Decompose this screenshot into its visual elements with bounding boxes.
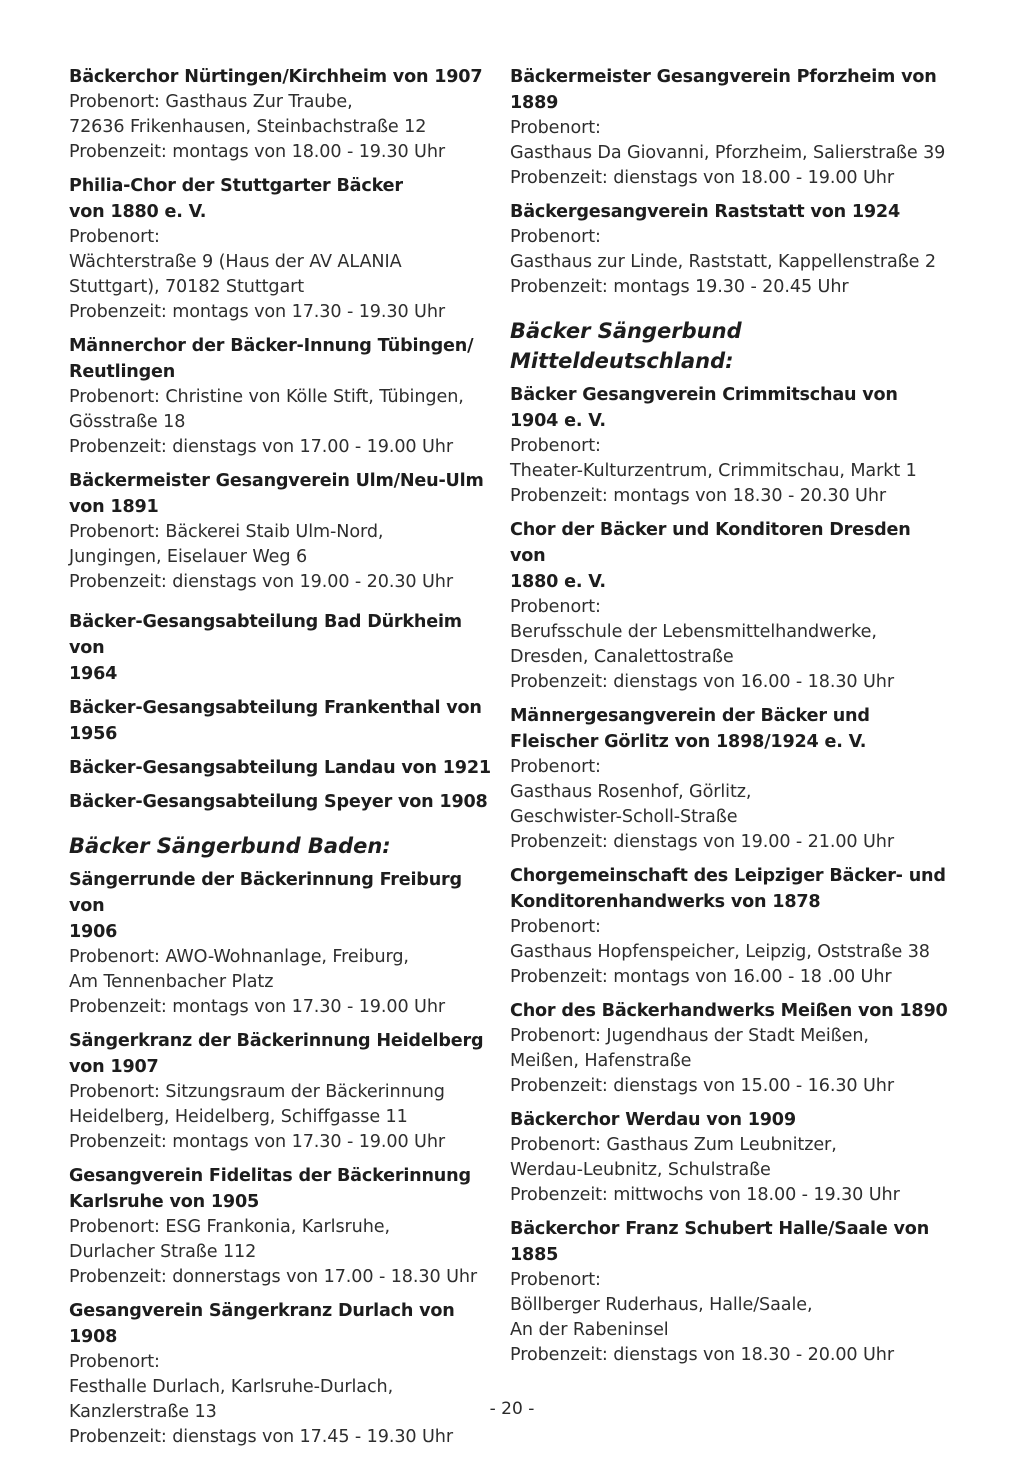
choir-title: Chorgemeinschaft des Leipziger Bäcker- und (510, 866, 946, 886)
choir-detail-line: Probenort: Gasthaus Zum Leubnitzer, (510, 1135, 837, 1155)
choir-entry (69, 695, 494, 747)
choir-title: Sängerrunde der Bäckerinnung Freiburg von (69, 870, 462, 916)
left-column (69, 64, 494, 1458)
choir-detail-line: Dresden, Canalettostraße (510, 647, 734, 667)
choir-entry (510, 1107, 950, 1208)
choir-title: Bäckerchor Werdau von 1909 (510, 1110, 796, 1130)
choir-detail-line: Probenzeit: montags von 17.30 - 19.00 Uhr (69, 1132, 446, 1152)
choir-detail-line: An der Rabeninsel (510, 1320, 669, 1340)
choir-entry (69, 755, 494, 781)
choir-title: Männerchor der Bäcker-Innung Tübingen/ (69, 336, 474, 356)
choir-detail-line: Probenzeit: montags 19.30 - 20.45 Uhr (510, 277, 849, 297)
choir-detail-line: Probenzeit: dienstags von 15.00 - 16.30 Uhr (510, 1076, 894, 1096)
choir-detail-line: Probenzeit: dienstags von 16.00 - 18.30 Uhr (510, 672, 894, 692)
choir-title: Philia-Chor der Stuttgarter Bäcker (69, 176, 403, 196)
choir-title: Fleischer Görlitz von 1898/1924 e. V. (510, 732, 867, 752)
choir-title: Gesangverein Fidelitas der Bäckerinnung (69, 1166, 471, 1186)
choir-detail-line: Werdau-Leubnitz, Schulstraße (510, 1160, 771, 1180)
section-heading: Bäcker Sängerbund Mitteldeutschland: (510, 319, 742, 373)
choir-entry (69, 1028, 494, 1155)
choir-detail-line: Böllberger Ruderhaus, Halle/Saale, (510, 1295, 813, 1315)
choir-detail-line: Durlacher Straße 112 (69, 1242, 257, 1262)
choir-entry (510, 1216, 950, 1368)
choir-detail-line: Probenort: Sitzungsraum der Bäckerinnung (69, 1082, 445, 1102)
choir-title: Bäcker Gesangverein Crimmitschau von (510, 385, 898, 405)
choir-entry (510, 863, 950, 990)
choir-detail-line: Probenzeit: montags von 18.30 - 20.30 Uhr (510, 486, 887, 506)
choir-detail-line: Probenzeit: mittwochs von 18.00 - 19.30 Uhr (510, 1185, 900, 1205)
choir-title: Bäckermeister Gesangverein Pforzheim von (510, 67, 937, 87)
choir-detail-line: Probenort: (69, 227, 160, 247)
choir-entry (69, 867, 494, 1020)
choir-detail-line: Kanzlerstraße 13 (69, 1402, 217, 1422)
choir-detail-line: Meißen, Hafenstraße (510, 1051, 692, 1071)
choir-detail-line: Probenort: Jugendhaus der Stadt Meißen, (510, 1026, 869, 1046)
choir-detail-line: Gasthaus zur Linde, Raststatt, Kappellenstraße 2 (510, 252, 936, 272)
section-heading: Bäcker Sängerbund Baden: (69, 834, 391, 858)
choir-detail-line: Gasthaus Da Giovanni, Pforzheim, Salierstraße 39 (510, 143, 946, 163)
choir-detail-line: Probenzeit: dienstags von 17.45 - 19.30 Uhr (69, 1427, 453, 1447)
choir-detail-line: Probenort: Gasthaus Zur Traube, (69, 92, 353, 112)
choir-title: Konditorenhandwerks von 1878 (510, 892, 821, 912)
choir-entry (510, 517, 950, 695)
choir-detail-line: Gasthaus Hopfenspeicher, Leipzig, Oststraße 38 (510, 942, 930, 962)
choir-title: Männergesangverein der Bäcker und (510, 706, 870, 726)
choir-entry (69, 1163, 494, 1290)
choir-title: Bäckermeister Gesangverein Ulm/Neu-Ulm (69, 471, 484, 491)
choir-entry (69, 333, 494, 460)
choir-detail-line: Probenort: (510, 917, 601, 937)
choir-detail-line: Am Tennenbacher Platz (69, 972, 274, 992)
choir-title: Bäcker-Gesangsabteilung Landau von 1921 (69, 758, 491, 778)
choir-title: 1904 e. V. (510, 411, 606, 431)
choir-title: Bäckergesangverein Raststatt von 1924 (510, 202, 901, 222)
choir-detail-line: Probenort: ESG Frankonia, Karlsruhe, (69, 1217, 390, 1237)
choir-entry (69, 64, 494, 165)
choir-title: Gesangverein Sängerkranz Durlach von 1908 (69, 1301, 455, 1347)
choir-detail-line: Probenzeit: dienstags von 19.00 - 21.00 Uhr (510, 832, 894, 852)
choir-entry (510, 199, 950, 300)
choir-detail-line: Probenort: (510, 118, 601, 138)
choir-detail-line: Probenzeit: montags von 17.30 - 19.00 Uhr (69, 997, 446, 1017)
choir-detail-line: Heidelberg, Heidelberg, Schiffgasse 11 (69, 1107, 408, 1127)
choir-title: 1880 e. V. (510, 572, 606, 592)
choir-title: 1889 (510, 93, 559, 113)
choir-detail-line: Probenort: (510, 227, 601, 247)
choir-detail-line: Probenzeit: donnerstags von 17.00 - 18.30 Uhr (69, 1267, 478, 1287)
choir-detail-line: Jungingen, Eiselauer Weg 6 (69, 547, 308, 567)
choir-detail-line: Probenzeit: dienstags von 18.30 - 20.00 Uhr (510, 1345, 894, 1365)
page-number: - 20 - (489, 1399, 535, 1419)
choir-title: Chor der Bäcker und Konditoren Dresden von (510, 520, 911, 566)
choir-title: 1885 (510, 1245, 559, 1265)
choir-title: Reutlingen (69, 362, 176, 382)
choir-title: Bäckerchor Franz Schubert Halle/Saale von (510, 1219, 930, 1239)
choir-entry (510, 382, 950, 509)
choir-detail-line: Probenzeit: dienstags von 18.00 - 19.00 Uhr (510, 168, 894, 188)
choir-entry (69, 468, 494, 595)
choir-title: 1906 (69, 922, 118, 942)
choir-detail-line: Probenort: Bäckerei Staib Ulm-Nord, (69, 522, 384, 542)
choir-detail-line: Probenort: (510, 436, 601, 456)
choir-detail-line: Probenzeit: montags von 18.00 - 19.30 Uhr (69, 142, 446, 162)
choir-detail-line: Probenort: (510, 597, 601, 617)
choir-detail-line: Probenzeit: dienstags von 17.00 - 19.00 Uhr (69, 437, 453, 457)
choir-detail-line: Probenort: Christine von Kölle Stift, Tübingen, (69, 387, 464, 407)
choir-detail-line: Probenzeit: montags von 17.30 - 19.30 Uhr (69, 302, 446, 322)
right-column (510, 64, 950, 1376)
choir-title: Chor des Bäckerhandwerks Meißen von 1890 (510, 1001, 948, 1021)
choir-title: 1956 (69, 724, 118, 744)
choir-detail-line: Theater-Kulturzentrum, Crimmitschau, Markt 1 (510, 461, 917, 481)
choir-detail-line: Probenzeit: montags von 16.00 - 18 .00 Uhr (510, 967, 892, 987)
choir-detail-line: Probenzeit: dienstags von 19.00 - 20.30 Uhr (69, 572, 453, 592)
choir-title: Sängerkranz der Bäckerinnung Heidelberg (69, 1031, 484, 1051)
choir-title: von 1891 (69, 497, 159, 517)
choir-detail-line: Gösstraße 18 (69, 412, 186, 432)
choir-detail-line: Probenort: (510, 757, 601, 777)
choir-entry (69, 609, 494, 687)
choir-title: von 1907 (69, 1057, 159, 1077)
choir-detail-line: Probenort: (69, 1352, 160, 1372)
choir-title: Karlsruhe von 1905 (69, 1192, 260, 1212)
choir-detail-line: Geschwister-Scholl-Straße (510, 807, 738, 827)
choir-detail-line: Festhalle Durlach, Karlsruhe-Durlach, (69, 1377, 394, 1397)
choir-detail-line: Gasthaus Rosenhof, Görlitz, (510, 782, 752, 802)
choir-detail-line: Probenort: (510, 1270, 601, 1290)
choir-entry (510, 64, 950, 191)
choir-title: Bäckerchor Nürtingen/Kirchheim von 1907 (69, 67, 483, 87)
choir-detail-line: Wächterstraße 9 (Haus der AV ALANIA (69, 252, 402, 272)
choir-entry (510, 998, 950, 1099)
choir-detail-line: Stuttgart), 70182 Stuttgart (69, 277, 305, 297)
choir-entry (510, 703, 950, 855)
choir-title: 1964 (69, 664, 118, 684)
choir-detail-line: Berufsschule der Lebensmittelhandwerke, (510, 622, 877, 642)
choir-title: Bäcker-Gesangsabteilung Bad Dürkheim von (69, 612, 462, 658)
choir-entry (69, 789, 494, 815)
choir-title: Bäcker-Gesangsabteilung Speyer von 1908 (69, 792, 488, 812)
choir-detail-line: Probenort: AWO-Wohnanlage, Freiburg, (69, 947, 409, 967)
choir-title: von 1880 e. V. (69, 202, 207, 222)
choir-entry (69, 1298, 494, 1450)
choir-title: Bäcker-Gesangsabteilung Frankenthal von (69, 698, 482, 718)
choir-detail-line: 72636 Frikenhausen, Steinbachstraße 12 (69, 117, 427, 137)
choir-entry (69, 173, 494, 325)
